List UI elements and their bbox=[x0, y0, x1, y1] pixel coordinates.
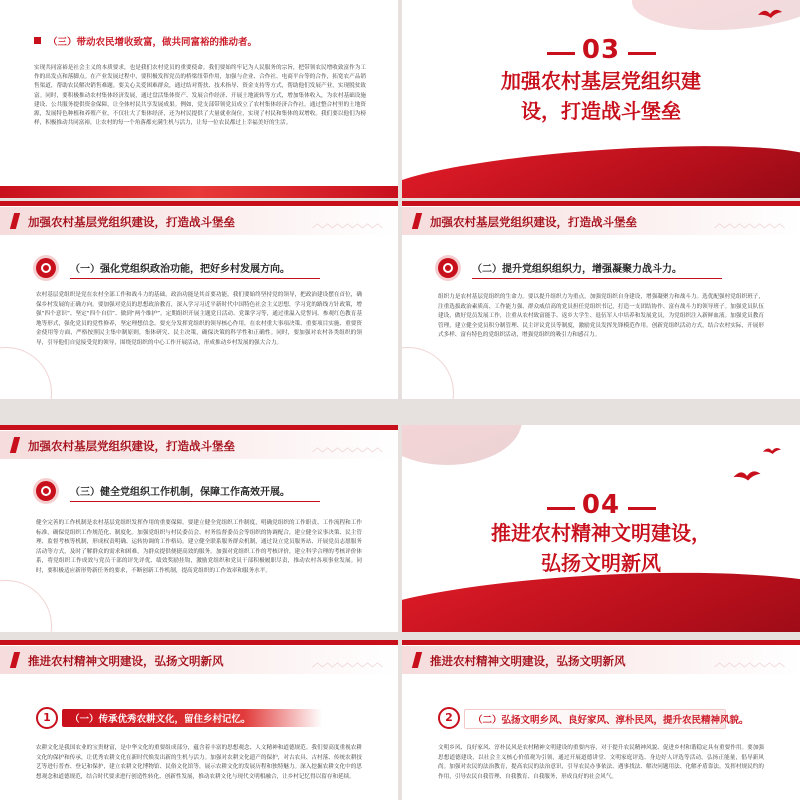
section-title: （三）带动农民增收致富，做共同富裕的推动者。 bbox=[48, 37, 258, 48]
header-band bbox=[0, 431, 398, 459]
header-title: 加强农村基层党组织建设，打造战斗堡垒 bbox=[28, 215, 235, 229]
body-text: 实现共同富裕是社会主义的本质要求，也是我们农村党员的重要使命。我们要始终牢记为人民服务的宗旨，把带领农民增收致富作为工作的出发点和落脚点。在产业发展过程中，要积极发挥党员的桥梁纽带作用，加强与企业、合作社、电商平台等的合作，拓宽农产品销售渠道，帮助农民解决销售难题。要关心关爱困难群众，通过结对帮扶、技术指导、资金支持等方式，帮助他们发展产业，实现脱贫致富。同时，要积极推动农村集体经济发展，通过盘活集体资产、发展合作经济、开展土地流转等方式，增加集体收入，为农村基础设施建设、公共服务提供资金保障，让全体村民共享发展成果。例如，党支部带领党员成立了农村集体经济合作社，通过整合村里的土地资源，发展特色种植和养殖产业，不仅壮大了集体经济，还为村民提供了大量就业岗位，实现了村民和集体的双增收。我们要以他们为榜样，积极推动共同富裕，让农村的每一个角落都充满生机与活力，让每一位农民都过上幸福美好的生活。 bbox=[34, 65, 366, 127]
body-text: 组织力是农村基层党组织的生命力。要以提升组织力为重点，加强党组织自身建设，增强凝聚力和战斗力。选优配强村党组织班子，注重选拔政治素质高、工作能力强、群众威信高的党员担任党组织书记，打造一支团结协作、富有战斗力的领导班子。加强党员队伍建设，做好党员发展工作，注重从农村致富能手、返乡大学生、退伍军人中培养和发展党员，为党组织注入新鲜血液。加强党员教育管理，建立健全党员积分制管理、民主评议党员等制度，激励党员发挥先锋模范作用。创新党组织活动方式，结合农村实际，开展形式多样、富有特色的党组织活动，增强党组织的吸引力和感召力。 bbox=[438, 294, 764, 339]
header-bar bbox=[402, 640, 800, 645]
slide-thumbnail-4[interactable] bbox=[402, 201, 800, 399]
body-text: 健全完善的工作机制是农村基层党组织发挥作用的重要保障。要建立健全党组织工作制度，明确党组织的工作职责、工作流程和工作标准，确保党组织工作规范化、制度化。加强党组织与村民委员会、村务监督委员会等组织的协调配合，建立健全议事决策、民主管理、监督考核等机制，形成权责明确、运转协调的工作格局。建立健全联系服务群众机制，通过设立党员服务站、开展党员志愿服务活动等方式，及时了解群众的需求和困难，为群众提供便捷高效的服务。加强对党组织工作的考核评价，建立科学合理的考核评价体系，将党组织工作成效与党员干部的评先评优、绩效奖励挂钩，激励党组织和党员干部积极履职尽责，推动农村各项事业发展。同时，要积极适应新形势新任务的要求，不断创新工作机制，提高党组织的工作效率和服务水平。 bbox=[36, 520, 362, 574]
body-text: 农村基层党组织是党在农村全部工作和战斗力的基础。政治功能是其首要功能。我们要始终坚持党的领导，把政治建设摆在首位，确保乡村发展的正确方向。要加强对党员的思想政治教育，深入学习习近平新时代中国特色社会主义思想，学习党的路线方针政策，增强“四个意识”、坚定“四个自信”、做到“两个维护”。定期组织开展主题党日活动、党课学习等，通过重温入党誓词、参观红色教育基地等形式，强化党员的党性修养，坚定理想信念。要充分发挥党组织的领导核心作用，在农村重大事项决策、重要项目实施、重要资金使用等方面，严格按照民主集中制原则，集体研究、民主决策，确保决策的科学性和正确性。同时，要加强对农村各类组织的领导，引导他们自觉接受党的领导，围绕党组织的中心工作开展活动，形成推动乡村发展的强大合力。 bbox=[36, 292, 362, 346]
section-number: 04 bbox=[581, 490, 621, 520]
section-title-line1: 推进农村精神文明建设， bbox=[491, 521, 711, 545]
ring-decoration bbox=[0, 580, 52, 632]
header-band bbox=[0, 646, 398, 674]
header-title: 加强农村基层党组织建设，打造战斗堡垒 bbox=[430, 215, 637, 229]
great-wall-decoration: ︿︿︿︿︿︿︿ bbox=[312, 441, 382, 454]
section-number-badge: 1 bbox=[36, 707, 58, 729]
slide-thumbnail-2[interactable] bbox=[402, 0, 800, 198]
body-text: 农耕文化是我国农业的宝贵财富，是中华文化的重要组成部分，蕴含着丰富的思想观念、人文精神和道德规范。我们要高度重视农耕文化的保护和传承，让优秀农耕文化在新时代焕发出新的生机与活力。加强对农耕文化遗产的保护，对古农具、古村落、传统农耕技艺等进行普查、登记和保护，建立农耕文化博物馆、民俗文化馆等，展示农耕文化的发展历程和独特魅力。深入挖掘农耕文化中的思想观念和道德规范，结合时代要求进行创造性转化、创新性发展，推动农耕文化与现代文明相融合，让乡村记忆得以留存和延续。 bbox=[36, 745, 362, 780]
header-band bbox=[402, 646, 800, 674]
section-underline bbox=[70, 278, 320, 279]
red-flag-decoration bbox=[402, 135, 800, 198]
party-emblem-icon bbox=[36, 481, 56, 501]
section-title: （一）强化党组织政治功能，把好乡村发展方向。 bbox=[70, 264, 290, 275]
red-ribbon-decoration bbox=[0, 186, 398, 198]
header-bar bbox=[402, 201, 800, 206]
slide-thumbnail-8[interactable] bbox=[402, 640, 800, 800]
ring-decoration bbox=[0, 347, 52, 399]
header-title: 推进农村精神文明建设，弘扬文明新风 bbox=[430, 654, 626, 668]
section-underline bbox=[70, 501, 320, 502]
body-text: 文明乡风、良好家风、淳朴民风是农村精神文明建设的重要内容，对于提升农民精神风貌、促进乡村和谐稳定具有重要作用。要加强思想道德建设，以社会主义核心价值观为引领，通过开展道德讲堂、文明家庭评选、身边好人评选等活动，弘扬正能量，倡导新风尚。加强对农民的法治教育，提高农民的法治意识，引导农民办事依法、遇事找法、解决问题用法、化解矛盾靠法。发挥村规民约的作用，引导农民自我管理、自我教育、自我服务，形成良好的社会风气。 bbox=[438, 745, 764, 780]
slide-thumbnail-5[interactable] bbox=[0, 425, 398, 632]
dove-icon bbox=[732, 467, 762, 485]
section-title-line2: 弘扬文明新风 bbox=[541, 551, 661, 575]
great-wall-decoration: ︿︿︿︿︿︿︿ bbox=[714, 656, 784, 669]
great-wall-decoration: ︿︿︿︿︿︿︿ bbox=[312, 217, 382, 230]
header-bar bbox=[0, 201, 398, 206]
slide-thumbnail-7[interactable] bbox=[0, 640, 398, 800]
dove-icon bbox=[762, 445, 782, 457]
header-band bbox=[0, 207, 398, 235]
red-flag-decoration bbox=[402, 425, 522, 465]
header-bar bbox=[0, 425, 398, 430]
section-underline bbox=[472, 278, 722, 279]
header-band bbox=[402, 207, 800, 235]
dove-icon bbox=[757, 6, 783, 22]
section-title: （二）提升党组织组织力，增强凝聚力战斗力。 bbox=[472, 264, 682, 275]
section-heading-pill bbox=[464, 709, 749, 729]
great-wall-decoration: ︿︿︿︿︿︿︿ bbox=[312, 656, 382, 669]
section-title-line1: 加强农村基层党组织建 bbox=[501, 69, 701, 93]
header-bar bbox=[0, 640, 398, 645]
slide-thumbnail-3[interactable] bbox=[0, 201, 398, 399]
ring-decoration bbox=[402, 347, 454, 399]
header-title: 推进农村精神文明建设，弘扬文明新风 bbox=[28, 654, 224, 668]
party-emblem-icon bbox=[36, 258, 56, 278]
section-heading-pill bbox=[62, 709, 322, 727]
section-title: （三）健全党组织工作机制，保障工作高效开展。 bbox=[70, 487, 290, 498]
great-wall-decoration: ︿︿︿︿︿︿︿ bbox=[714, 217, 784, 230]
slide-thumbnail-1[interactable] bbox=[0, 0, 398, 198]
slide-thumbnail-6[interactable] bbox=[402, 425, 800, 632]
section-bullet bbox=[34, 37, 41, 44]
party-emblem-icon bbox=[438, 258, 458, 278]
section-title: （二）弘扬文明乡风、良好家风、淳朴民风，提升农民精神风貌。 bbox=[473, 715, 749, 726]
header-title: 加强农村基层党组织建设，打造战斗堡垒 bbox=[28, 439, 235, 453]
section-number: 03 bbox=[581, 35, 621, 65]
section-title: （一）传承优秀农耕文化，留住乡村记忆。 bbox=[70, 714, 251, 725]
section-title-line2: 设，打造战斗堡垒 bbox=[521, 99, 681, 123]
section-number-badge: 2 bbox=[438, 707, 460, 729]
